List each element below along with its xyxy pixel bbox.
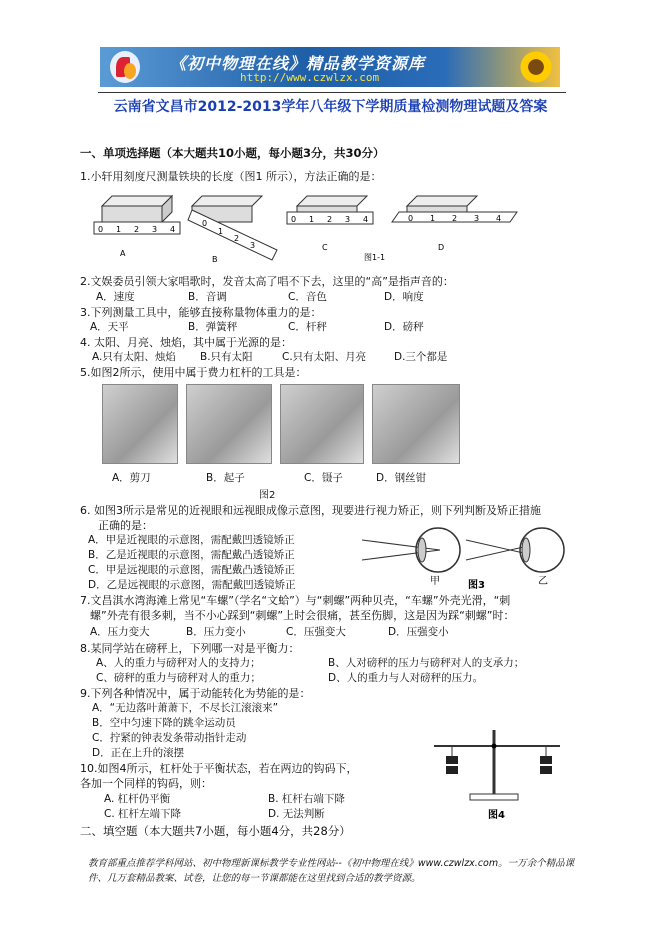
q6-option-b[interactable]: B．乙是近视眼的示意图，需配戴凸透镜矫正 — [88, 549, 295, 561]
figure-3-eyes — [360, 520, 570, 592]
question-7-text-cont: 螺”外壳有很多刺，当不小心踩到“刺螺”上时会很痛，甚至伤脚，这是因为踩“刺螺”时： — [90, 609, 515, 622]
ruler-tick: 0 — [291, 215, 297, 224]
q6-option-a[interactable]: A．甲是近视眼的示意图，需配戴凹透镜矫正 — [88, 534, 295, 546]
ruler-tick: 0 — [202, 219, 208, 228]
q9-option-c[interactable]: C．拧紧的钟表发条带动指针走动 — [92, 732, 247, 744]
question-10-text: 10.如图4所示，杠杆处于平衡状态，若在两边的钩码下， — [80, 762, 358, 775]
document-title: 云南省文昌市2012-2013学年八年级下学期质量检测物理试题及答案 — [113, 99, 548, 115]
page-footer — [88, 856, 578, 886]
question-9-text: 9.下列各种情况中，属于动能转化为势能的是： — [80, 687, 311, 700]
q8-option-c[interactable]: C、磅秤的重力与磅秤对人的重力； — [96, 672, 261, 684]
q7-option-a[interactable]: A．压力变大 — [90, 626, 150, 638]
eye-diagram-right — [466, 528, 564, 587]
q6-option-c[interactable]: C．甲是远视眼的示意图，需配戴凸透镜矫正 — [88, 564, 295, 576]
sunflower-icon — [518, 49, 554, 85]
q3-option-b[interactable]: B．弹簧秤 — [188, 321, 238, 333]
section-1-heading: 一、单项选择题（本大题共10小题，每小题3分，共30分） — [80, 146, 385, 160]
q3-option-d[interactable]: D．磅秤 — [384, 321, 424, 333]
q5-option-c[interactable]: C．镊子 — [304, 472, 343, 484]
figure-4-caption: 图4 — [488, 810, 505, 821]
q5-option-a[interactable]: A．剪刀 — [112, 472, 151, 484]
ruler-option-a — [94, 196, 180, 258]
option-label-a: A — [120, 249, 126, 258]
q5-option-b[interactable]: B．起子 — [206, 472, 245, 484]
section-2-heading: 二、填空题（本大题共7小题，每小题4分，共28分） — [80, 824, 351, 838]
bottle-opener-photo — [186, 384, 272, 464]
q10-option-a[interactable]: A. 杠杆仍平衡 — [104, 793, 171, 805]
figure-3-caption: 图3 — [468, 580, 485, 591]
ruler-tick: 4 — [496, 214, 502, 223]
q2-option-d[interactable]: D．响度 — [384, 291, 424, 303]
q4-option-a[interactable]: A.只有太阳、烛焰 — [92, 351, 176, 363]
figure-4-lever — [430, 726, 580, 822]
ruler-tick: 3 — [250, 241, 256, 250]
footer-line-1: 教育部重点推荐学科网站、初中物理新课标教学专业性网站--《初中物理在线》www.czwlzx.com。一万余个精品课 — [88, 858, 575, 869]
question-3-text: 3.下列测量工具中，能够直接称量物体重力的是： — [80, 306, 322, 319]
q4-option-d[interactable]: D.三个都是 — [394, 351, 448, 363]
pliers-photo — [372, 384, 460, 464]
ruler-tick: 3 — [345, 215, 351, 224]
label-yi: 乙 — [538, 576, 548, 587]
header-divider — [98, 92, 566, 93]
q7-option-c[interactable]: C．压强变大 — [286, 626, 346, 638]
q8-option-b[interactable]: B、人对磅秤的压力与磅秤对人的支承力； — [328, 657, 525, 669]
figure-1-caption: 图1-1 — [364, 253, 386, 262]
footer-line-2: 件、几万套精品教案、试卷，让您的每一节课都能在这里找到合适的教学资源。 — [88, 873, 421, 884]
q3-option-a[interactable]: A．天平 — [90, 321, 129, 333]
ruler-tick: 2 — [452, 214, 458, 223]
q2-option-c[interactable]: C．音色 — [288, 291, 327, 303]
q3-option-c[interactable]: C．杆秤 — [288, 321, 327, 333]
ruler-option-c — [287, 196, 385, 262]
ruler-tick: 4 — [363, 215, 369, 224]
header-banner — [100, 47, 560, 87]
q9-option-a[interactable]: A．“无边落叶萧萧下，不尽长江滚滚来” — [92, 702, 279, 714]
q7-option-b[interactable]: B．压力变小 — [186, 626, 246, 638]
ruler-option-d — [392, 196, 517, 252]
option-label-b: B — [212, 255, 218, 264]
question-6-text: 6. 如图3所示是常见的近视眼和远视眼成像示意图，现要进行视力矫正，则下列判断及矫正措施 — [80, 504, 541, 517]
banner-url: http://www.czwlzx.com — [240, 71, 380, 84]
weight-left-1 — [446, 756, 458, 764]
ruler-tick: 3 — [474, 214, 480, 223]
ruler-tick: 2 — [327, 215, 333, 224]
label-jia: 甲 — [430, 576, 440, 587]
option-label-d: D — [438, 243, 445, 252]
figure-2-caption: 图2 — [259, 490, 276, 501]
question-2-text: 2.文娱委员引领大家唱歌时，发音太高了唱不下去，这里的“高”是指声音的： — [80, 275, 454, 288]
q4-option-c[interactable]: C.只有太阳、月亮 — [282, 351, 367, 363]
ruler-tick: 0 — [408, 214, 414, 223]
q9-option-b[interactable]: B．空中匀速下降的跳伞运动员 — [92, 717, 236, 729]
ruler-tick: 1 — [309, 215, 315, 224]
question-10-text-cont: 各加一个同样的钩码，则： — [80, 777, 212, 790]
q7-option-d[interactable]: D．压强变小 — [388, 626, 449, 638]
ruler-tick: 0 — [98, 225, 104, 234]
ruler-option-b — [188, 196, 277, 264]
question-5-text: 5.如图2所示，使用中属于费力杠杆的工具是： — [80, 366, 307, 379]
q10-option-c[interactable]: C. 杠杆左端下降 — [104, 808, 182, 820]
q10-option-b[interactable]: B. 杠杆右端下降 — [268, 793, 345, 805]
q9-option-d[interactable]: D．正在上升的滚摆 — [92, 747, 185, 759]
weight-right-2 — [540, 766, 552, 774]
tweezers-photo — [280, 384, 364, 464]
question-1-text: 1.小轩用刻度尺测量铁块的长度（图1 所示），方法正确的是： — [80, 170, 382, 183]
question-8-text: 8.某同学站在磅秤上，下列哪一对是平衡力： — [80, 642, 300, 655]
ruler-tick: 2 — [234, 234, 240, 243]
site-logo-icon — [110, 51, 140, 83]
ruler-tick: 1 — [430, 214, 436, 223]
q6-option-d[interactable]: D．乙是远视眼的示意图，需配戴凹透镜矫正 — [88, 579, 296, 591]
question-7-text: 7.文昌淇水湾海滩上常见“车螺”（学名“文蛤”）与“刺螺”两种贝壳，“车螺”外壳光滑，“刺 — [80, 594, 511, 607]
ruler-tick: 1 — [218, 227, 224, 236]
ruler-tick: 4 — [170, 225, 176, 234]
weight-right-1 — [540, 756, 552, 764]
q8-option-a[interactable]: A、人的重力与磅秤对人的支持力； — [96, 657, 261, 669]
q2-option-a[interactable]: A．速度 — [96, 291, 135, 303]
q8-option-d[interactable]: D、人的重力与人对磅秤的压力。 — [328, 672, 484, 684]
q2-option-b[interactable]: B．音调 — [188, 291, 227, 303]
q5-option-d[interactable]: D．钢丝钳 — [376, 472, 427, 484]
q4-option-b[interactable]: B.只有太阳 — [200, 351, 253, 363]
figure-1-rulers — [92, 190, 522, 266]
ruler-tick: 2 — [134, 225, 140, 234]
banner-title: 《初中物理在线》精品教学资源库 — [170, 54, 426, 73]
ruler-tick: 3 — [152, 225, 158, 234]
eye-diagram-left — [362, 528, 460, 587]
question-6-text-cont: 正确的是： — [98, 519, 153, 532]
question-4-text: 4. 太阳、月亮、烛焰，其中属于光源的是： — [80, 336, 292, 349]
option-label-c: C — [322, 243, 328, 252]
q10-option-d[interactable]: D. 无法判断 — [268, 808, 325, 820]
scissors-photo — [102, 384, 178, 464]
lever-base — [470, 794, 518, 800]
weight-left-2 — [446, 766, 458, 774]
lever-pivot — [492, 744, 497, 749]
ruler-tick: 1 — [116, 225, 122, 234]
